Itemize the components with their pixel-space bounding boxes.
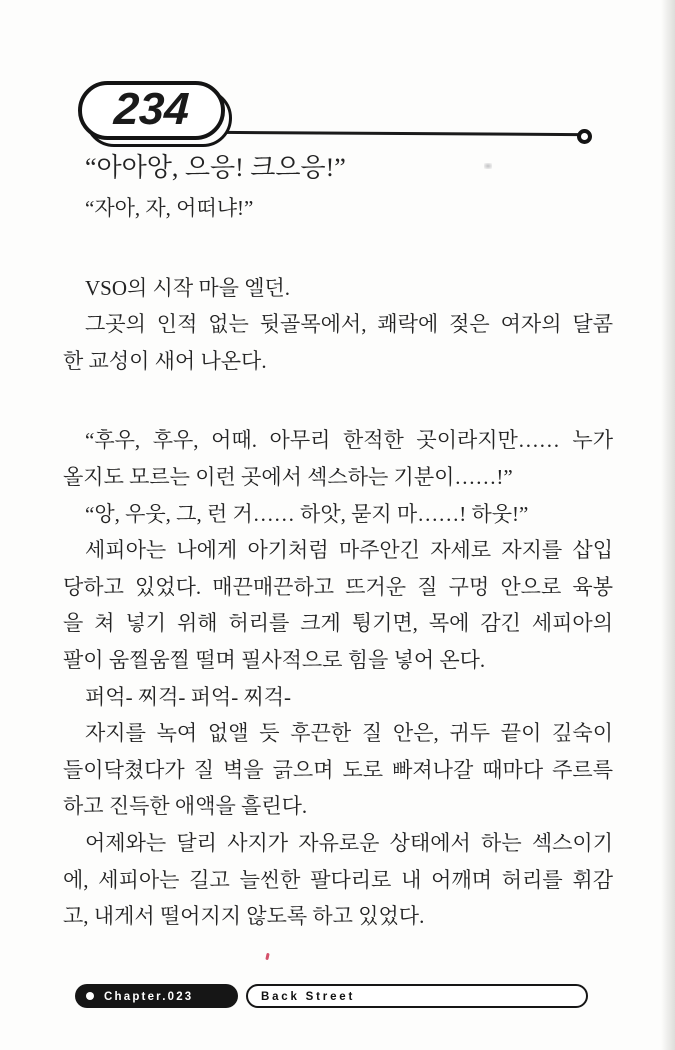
- bullet-dot-icon: [86, 992, 94, 1000]
- text-line: “자아, 자, 어떠냐!”: [85, 196, 254, 220]
- text-line: 세피아는 나에게 아기처럼 마주안긴 자세로 자지를 삽입: [85, 538, 613, 563]
- text-line: 을 쳐 넣기 위해 허리를 크게 튕기면, 목에 감긴 세피아의: [63, 611, 613, 636]
- chapter-badge: [75, 984, 238, 1008]
- text-line: 그곳의 인적 없는 뒷골목에서, 쾌락에 젖은 여자의 달콤: [85, 312, 613, 337]
- header-rule: [222, 131, 578, 136]
- page-edge-shading: [661, 0, 675, 1050]
- section-badge: [246, 984, 588, 1008]
- text-line: “후우, 후우, 어때. 아무리 한적한 곳이라지만…… 누가: [85, 428, 613, 453]
- text-line: 당하고 있었다. 매끈매끈하고 뜨거운 질 구멍 안으로 육봉: [63, 574, 613, 599]
- text-line: “앙, 우웃, 그, 런 거…… 하앗, 묻지 마……! 하웃!”: [85, 501, 529, 526]
- scan-speck-red: [265, 953, 269, 960]
- text-line: 어제와는 달리 사지가 자유로운 상태에서 하는 섹스이기: [85, 830, 613, 855]
- line-end-ring-icon: [577, 129, 592, 144]
- section-label: Back Street: [261, 990, 356, 1003]
- text-line: 하고 진득한 애액을 흘린다.: [63, 794, 308, 819]
- page-number: 234: [112, 83, 191, 134]
- text-line: 퍼억- 찌걱- 퍼억- 찌걱-: [85, 684, 292, 709]
- text-line: “아아앙, 으응! 크으응!”: [85, 153, 346, 182]
- body-text: [63, 146, 613, 935]
- text-line: 팔이 움찔움찔 떨며 필사적으로 힘을 넣어 온다.: [63, 647, 486, 672]
- scan-speck-gray: [484, 163, 492, 169]
- text-line: 한 교성이 새어 나온다.: [63, 348, 267, 373]
- chapter-label: Chapter.023: [104, 990, 194, 1003]
- text-line: VSO의 시작 마을 엘던.: [85, 275, 291, 300]
- text-line: 고, 내게서 떨어지지 않도록 하고 있었다.: [63, 904, 425, 929]
- text-line: 올지도 모르는 이런 곳에서 섹스하는 기분이……!”: [63, 464, 513, 489]
- text-line: 들이닥쳤다가 질 벽을 긁으며 도로 빠져나갈 때마다 주르륵: [63, 757, 613, 782]
- page-number-badge: [78, 81, 225, 140]
- text-line: 에, 세피아는 길고 늘씬한 팔다리로 내 어깨며 허리를 휘감: [63, 867, 613, 892]
- text-line: 자지를 녹여 없앨 듯 후끈한 질 안은, 귀두 끝이 깊숙이: [85, 721, 613, 746]
